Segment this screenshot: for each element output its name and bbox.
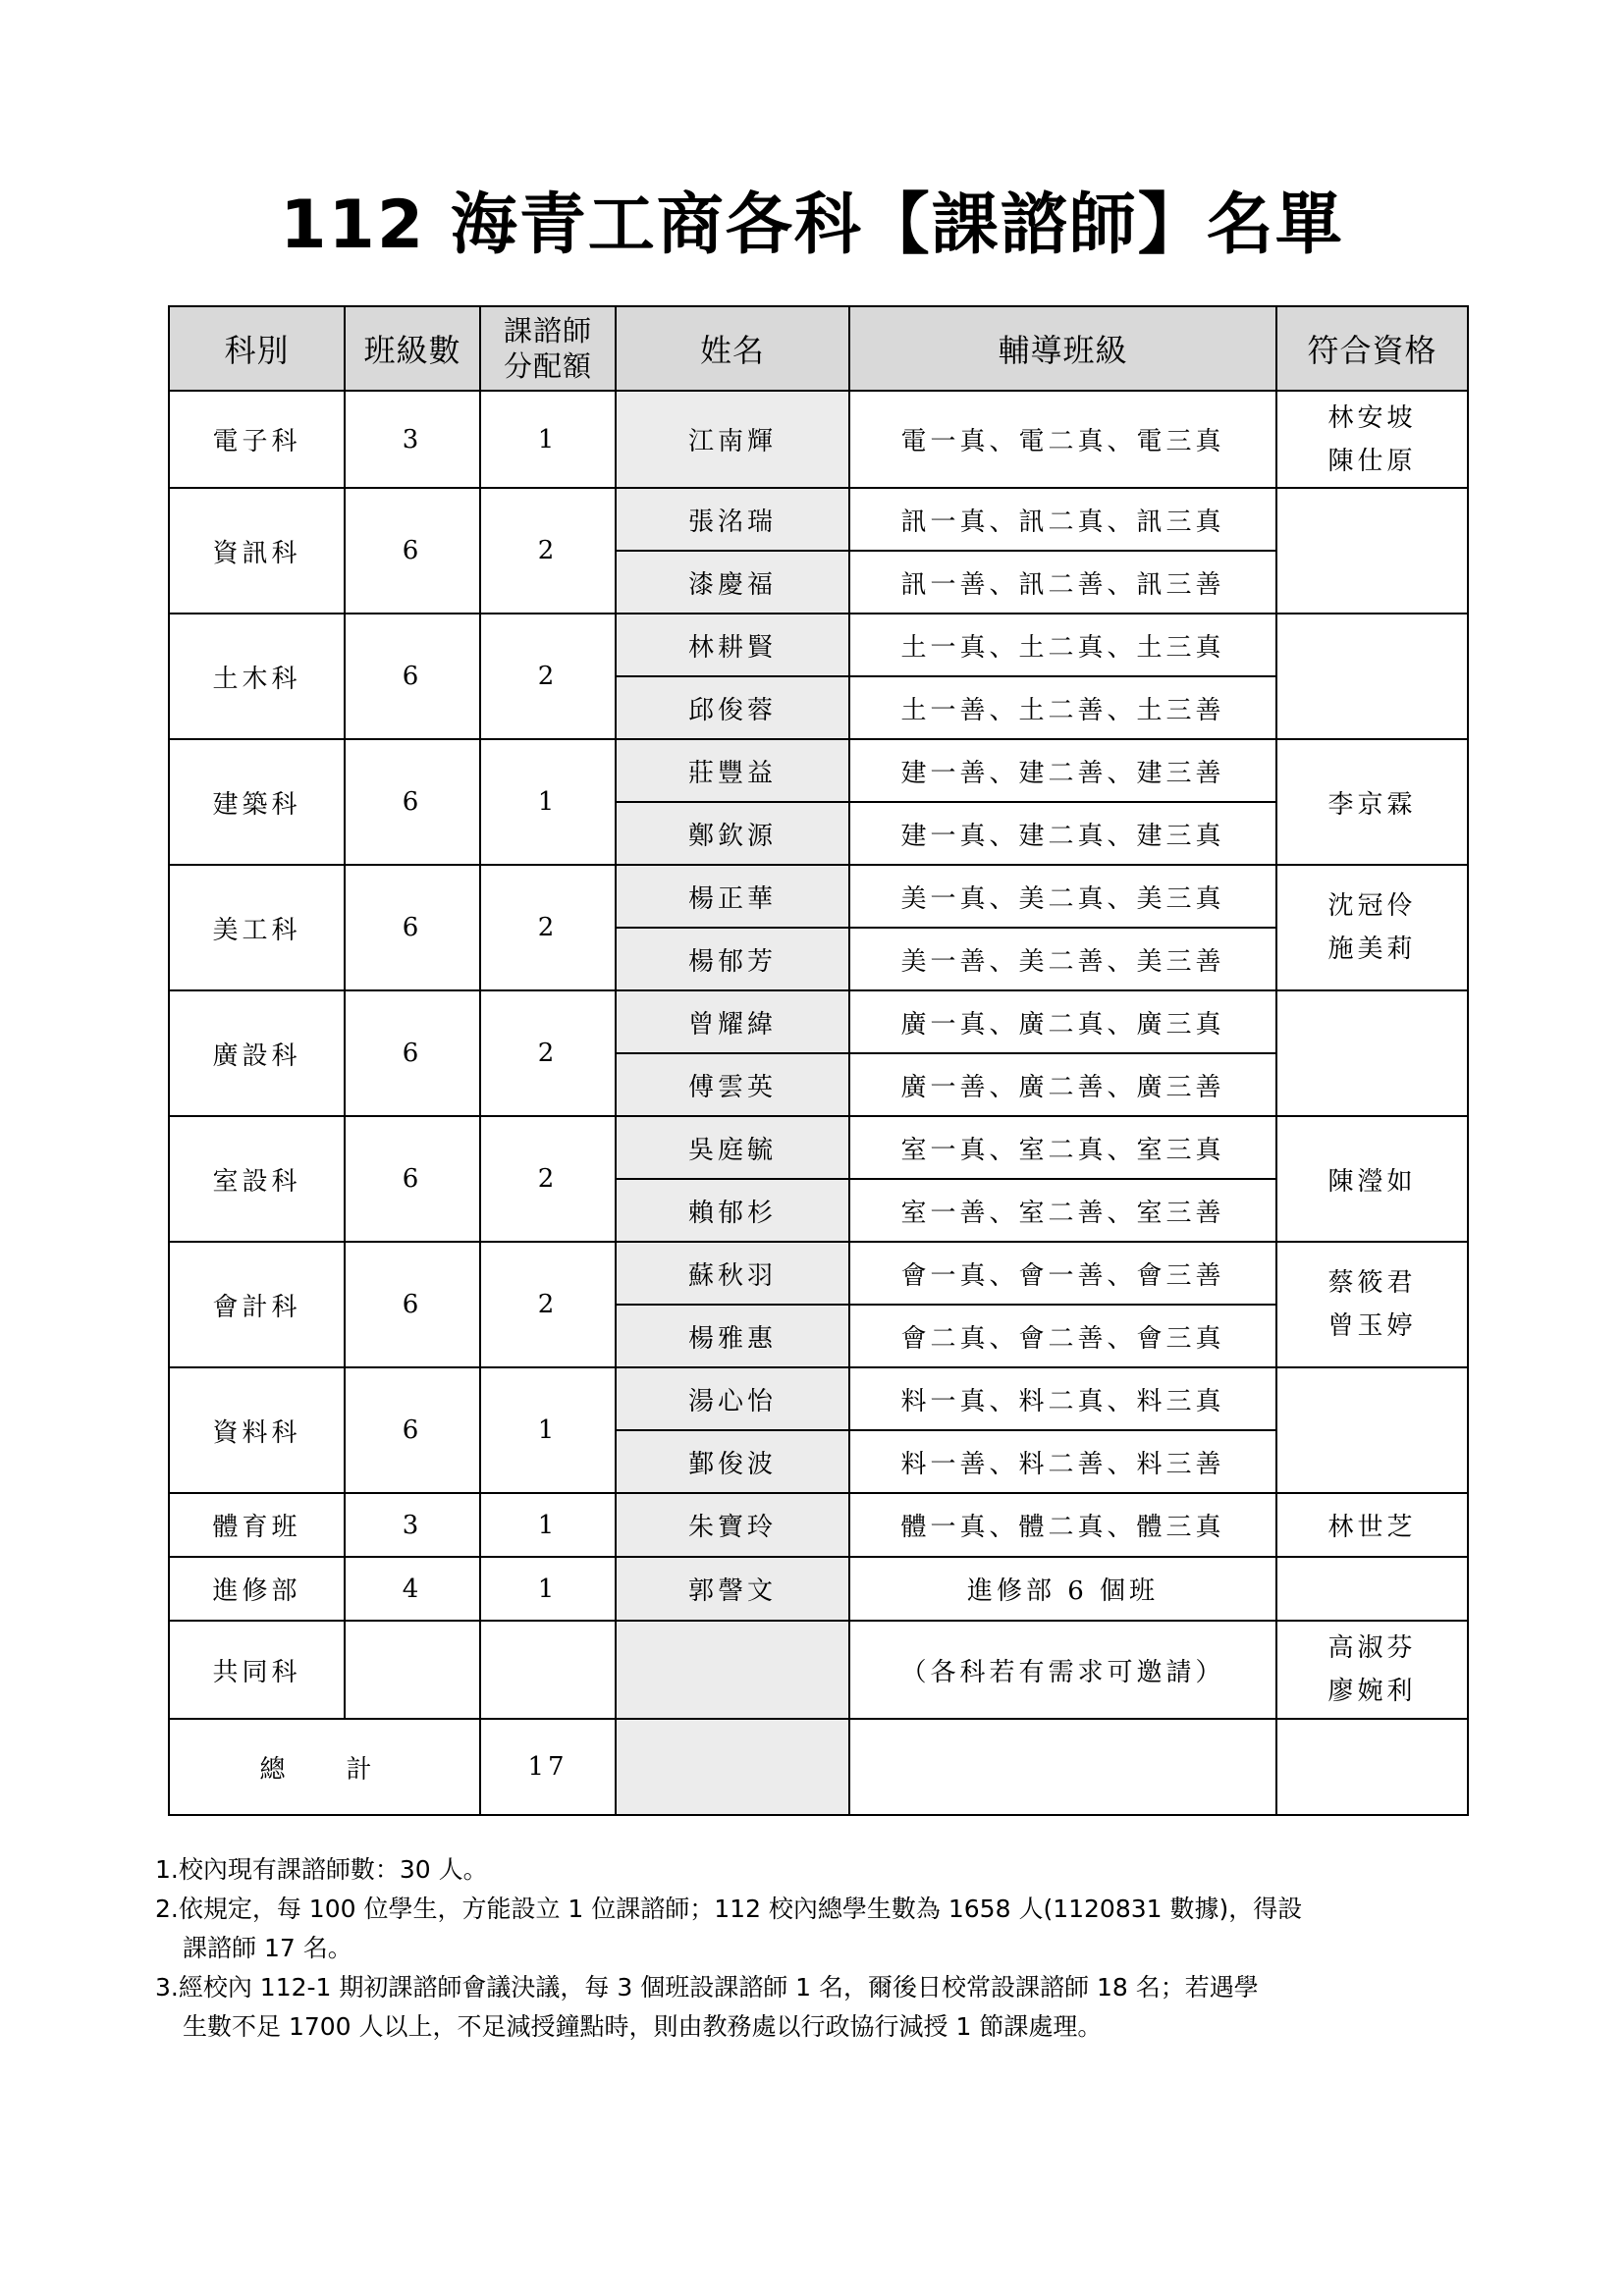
- teacher-name: 吳庭毓: [616, 1116, 849, 1179]
- dept-cell: 建築科: [169, 739, 345, 865]
- quota-cell: 2: [480, 1242, 616, 1367]
- dept-cell: 共同科: [169, 1621, 345, 1719]
- teacher-name: [616, 1621, 849, 1719]
- classes-cell: 3: [345, 391, 480, 488]
- note-3: [155, 1968, 1481, 2047]
- teacher-name: 張洺瑞: [616, 488, 849, 551]
- classes-cell: 6: [345, 739, 480, 865]
- classes-cell: 6: [345, 614, 480, 739]
- total-label: 總 計: [169, 1719, 480, 1815]
- quota-cell: 1: [480, 1367, 616, 1493]
- teacher-name: 邱俊蓉: [616, 676, 849, 739]
- total-quota: 17: [480, 1719, 616, 1815]
- dept-cell: 電子科: [169, 391, 345, 488]
- counsel-classes-cell: 廣一善、廣二善、廣三善: [849, 1053, 1276, 1116]
- classes-cell: 4: [345, 1557, 480, 1621]
- qualified-name: 廖婉利: [1327, 1677, 1417, 1706]
- quota-cell: 2: [480, 1116, 616, 1242]
- page-title: 112 海青工商各科【課諮師】名單: [280, 187, 1344, 264]
- counsel-classes-cell: 進修部 6 個班: [849, 1557, 1276, 1621]
- counsel-classes-cell: 土一真、土二真、土三真: [849, 614, 1276, 676]
- counsel-classes-cell: 電一真、電二真、電三真: [849, 391, 1276, 488]
- classes-cell: 6: [345, 1116, 480, 1242]
- header-name: 姓名: [616, 306, 849, 391]
- counsel-classes-cell: 會二真、會二善、會三真: [849, 1305, 1276, 1367]
- counsel-classes-cell: 體一真、體二真、體三真: [849, 1493, 1276, 1557]
- counsel-classes-cell: 室一真、室二真、室三真: [849, 1116, 1276, 1179]
- total-name-cell: [616, 1719, 849, 1815]
- dept-cell: 室設科: [169, 1116, 345, 1242]
- classes-cell: 6: [345, 1242, 480, 1367]
- counsel-classes-cell: 訊一善、訊二善、訊三善: [849, 551, 1276, 614]
- table-row: [169, 1242, 1468, 1305]
- classes-cell: 6: [345, 865, 480, 990]
- dept-cell: 資訊科: [169, 488, 345, 614]
- table-row: [169, 865, 1468, 928]
- qualified-cell: 李京霖: [1276, 739, 1468, 865]
- qualified-name: 沈冠伶: [1327, 891, 1417, 921]
- teacher-name: 楊正華: [616, 865, 849, 928]
- header-quota: [480, 306, 616, 391]
- quota-cell: 2: [480, 865, 616, 990]
- teacher-name: 朱寶玲: [616, 1493, 849, 1557]
- total-row: [169, 1719, 1468, 1815]
- counsel-classes-cell: 建一善、建二善、建三善: [849, 739, 1276, 802]
- dept-cell: 土木科: [169, 614, 345, 739]
- teacher-name: 郭謦文: [616, 1557, 849, 1621]
- quota-cell: 1: [480, 1557, 616, 1621]
- qualified-cell: 林世芝: [1276, 1493, 1468, 1557]
- teacher-name: 傅雲英: [616, 1053, 849, 1116]
- qualified-cell: [1276, 614, 1468, 739]
- counsel-classes-cell: 建一真、建二真、建三真: [849, 802, 1276, 865]
- teacher-name: 莊豐益: [616, 739, 849, 802]
- qualified-cell: [1276, 1557, 1468, 1621]
- teacher-name: 漆慶福: [616, 551, 849, 614]
- counselor-table: [168, 305, 1469, 1816]
- teacher-name: 林耕賢: [616, 614, 849, 676]
- dept-cell: 進修部: [169, 1557, 345, 1621]
- counsel-classes-cell: 料一善、料二善、料三善: [849, 1430, 1276, 1493]
- table-row: [169, 1116, 1468, 1179]
- quota-cell: 1: [480, 1493, 616, 1557]
- qualified-name: 蔡筱君: [1327, 1268, 1417, 1298]
- table-row: [169, 1621, 1468, 1719]
- header-dept: 科別: [169, 306, 345, 391]
- teacher-name: 江南輝: [616, 391, 849, 488]
- header-counsel-classes: 輔導班級: [849, 306, 1276, 391]
- quota-cell: [480, 1621, 616, 1719]
- counsel-classes-cell: 美一真、美二真、美三真: [849, 865, 1276, 928]
- classes-cell: 6: [345, 488, 480, 614]
- classes-cell: 6: [345, 1367, 480, 1493]
- qualified-cell: [1276, 1242, 1468, 1367]
- teacher-name: 楊郁芳: [616, 928, 849, 990]
- table-row: [169, 614, 1468, 676]
- teacher-name: 湯心怡: [616, 1367, 849, 1430]
- teacher-name: 蘇秋羽: [616, 1242, 849, 1305]
- counsel-classes-cell: 會一真、會一善、會三善: [849, 1242, 1276, 1305]
- qualified-cell: [1276, 391, 1468, 488]
- table-row: [169, 990, 1468, 1053]
- counsel-classes-cell: 土一善、土二善、土三善: [849, 676, 1276, 739]
- quota-cell: 2: [480, 990, 616, 1116]
- teacher-name: 鄭欽源: [616, 802, 849, 865]
- note-2-line-1: 2.依規定，每 100 位學生，方能設立 1 位課諮師；112 校內總學生數為 1658 人(1120831 數據)，得設: [155, 1895, 1303, 1923]
- qualified-name: 林安坡: [1327, 402, 1417, 433]
- counsel-classes-cell: （各科若有需求可邀請）: [849, 1621, 1276, 1719]
- total-classes-cell: [849, 1719, 1276, 1815]
- quota-cell: 2: [480, 488, 616, 614]
- qualified-cell: [1276, 488, 1468, 614]
- table-row: [169, 739, 1468, 802]
- table-row: [169, 1493, 1468, 1557]
- teacher-name: 鄞俊波: [616, 1430, 849, 1493]
- header-quota-line1: 課諮師: [503, 314, 592, 347]
- quota-cell: 1: [480, 391, 616, 488]
- qualified-name: 曾玉婷: [1327, 1311, 1417, 1341]
- qualified-cell: [1276, 990, 1468, 1116]
- classes-cell: 3: [345, 1493, 480, 1557]
- qualified-name: 施美莉: [1327, 934, 1417, 964]
- counsel-classes-cell: 料一真、料二真、料三真: [849, 1367, 1276, 1430]
- teacher-name: 賴郁杉: [616, 1179, 849, 1242]
- header-quota-line2: 分配額: [503, 349, 592, 383]
- qualified-name: 陳仕原: [1327, 446, 1417, 476]
- qualified-cell: [1276, 865, 1468, 990]
- header-classes: 班級數: [345, 306, 480, 391]
- dept-cell: 廣設科: [169, 990, 345, 1116]
- counsel-classes-cell: 室一善、室二善、室三善: [849, 1179, 1276, 1242]
- dept-cell: 會計科: [169, 1242, 345, 1367]
- teacher-name: 楊雅惠: [616, 1305, 849, 1367]
- table-row: [169, 1557, 1468, 1621]
- note-3-line-2: 生數不足 1700 人以上，不足減授鐘點時，則由教務處以行政協行減授 1 節課處理。: [183, 2012, 1103, 2041]
- note-1: 1.校內現有課諮師數：30 人。: [155, 1855, 488, 1884]
- note-3-line-1: 3.經校內 112-1 期初課諮師會議決議，每 3 個班設課諮師 1 名，爾後日校常設課諮師 18 名；若遇學: [155, 1973, 1259, 2002]
- note-2: [155, 1890, 1481, 1968]
- counsel-classes-cell: 美一善、美二善、美三善: [849, 928, 1276, 990]
- notes-section: [155, 1850, 1481, 2047]
- quota-cell: 2: [480, 614, 616, 739]
- qualified-cell: [1276, 1621, 1468, 1719]
- qualified-name: 高淑芬: [1327, 1633, 1417, 1663]
- table-row: [169, 1367, 1468, 1430]
- classes-cell: 6: [345, 990, 480, 1116]
- teacher-name: 曾耀緯: [616, 990, 849, 1053]
- qualified-cell: 陳瀅如: [1276, 1116, 1468, 1242]
- dept-cell: 資料科: [169, 1367, 345, 1493]
- table-row: [169, 488, 1468, 551]
- note-2-line-2: 課諮師 17 名。: [183, 1934, 352, 1962]
- counsel-classes-cell: 廣一真、廣二真、廣三真: [849, 990, 1276, 1053]
- qualified-cell: [1276, 1367, 1468, 1493]
- header-qualified: 符合資格: [1276, 306, 1468, 391]
- dept-cell: 美工科: [169, 865, 345, 990]
- table-header-row: [169, 306, 1468, 391]
- quota-cell: 1: [480, 739, 616, 865]
- classes-cell: [345, 1621, 480, 1719]
- counsel-classes-cell: 訊一真、訊二真、訊三真: [849, 488, 1276, 551]
- table-row: [169, 391, 1468, 488]
- dept-cell: 體育班: [169, 1493, 345, 1557]
- total-qualified-cell: [1276, 1719, 1468, 1815]
